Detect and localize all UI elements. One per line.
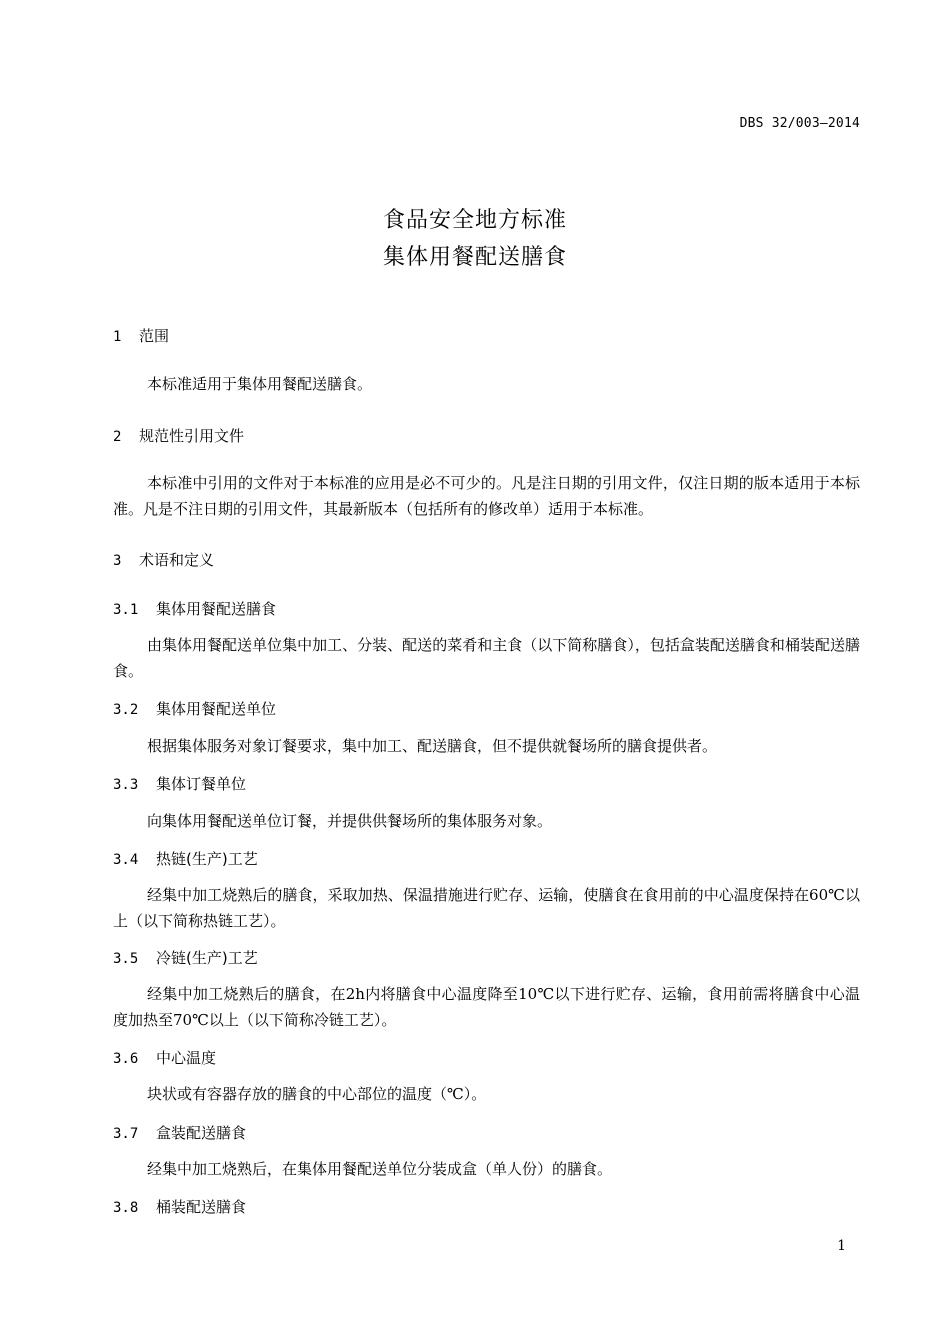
paragraph-scope: 本标准适用于集体用餐配送膳食。 [147, 375, 373, 393]
term-number: 3.5 [113, 951, 139, 967]
term-heading [113, 1122, 246, 1143]
term-number: 3.1 [113, 602, 139, 618]
term-heading [113, 598, 276, 619]
term-definition: 经集中加工烧熟后的膳食，采取加热、保温措施进行贮存、运输，使膳食在食用前的中心温度保持在60℃以上（以下简称热链工艺）。 [113, 886, 860, 930]
page-number: 1 [837, 1238, 846, 1254]
term-number: 3.4 [113, 852, 139, 868]
term-title: 集体订餐单位 [156, 775, 247, 793]
term-definition: 由集体用餐配送单位集中加工、分装、配送的菜肴和主食（以下简称膳食），包括盒装配送膳食和桶装配送膳食。 [113, 636, 860, 680]
term-heading [113, 773, 246, 794]
term-heading [113, 848, 258, 869]
term-definition: 块状或有容器存放的膳食的中心部位的温度（℃）。 [147, 1085, 487, 1103]
section-title: 规范性引用文件 [139, 427, 245, 445]
section-title: 范围 [139, 327, 170, 345]
document-code: DBS 32/003—2014 [739, 116, 860, 131]
term-heading [113, 947, 258, 968]
term-heading [113, 698, 276, 719]
term-number: 3.6 [113, 1051, 139, 1067]
section-number: 1 [113, 329, 122, 345]
term-title: 桶装配送膳食 [156, 1198, 247, 1216]
section-number: 3 [113, 553, 122, 569]
term-title: 冷链(生产)工艺 [156, 949, 258, 967]
term-heading [113, 1047, 216, 1068]
term-heading [113, 1196, 246, 1217]
term-definition: 经集中加工烧熟后的膳食，在2h内将膳食中心温度降至10℃以下进行贮存、运输，食用前需将膳食中心温度加热至70℃以上（以下简称冷链工艺）。 [113, 985, 860, 1029]
term-definition: 根据集体服务对象订餐要求，集中加工、配送膳食，但不提供就餐场所的膳食提供者。 [147, 737, 718, 755]
section-heading-normative-references [113, 425, 244, 446]
term-number: 3.8 [113, 1200, 139, 1216]
section-heading-terms [113, 549, 214, 570]
term-title: 盒装配送膳食 [156, 1124, 247, 1142]
paragraph-normative-references: 本标准中引用的文件对于本标准的应用是必不可少的。凡是注日期的引用文件，仅注日期的版本适用于本标准。凡是不注日期的引用文件，其最新版本（包括所有的修改单）适用于本标准。 [113, 474, 860, 518]
document-title-line1: 食品安全地方标准 [382, 208, 567, 233]
term-title: 中心温度 [156, 1049, 217, 1067]
term-number: 3.7 [113, 1126, 139, 1142]
term-title: 集体用餐配送膳食 [156, 600, 277, 618]
term-number: 3.2 [113, 702, 139, 718]
document-title-line2: 集体用餐配送膳食 [382, 245, 567, 270]
term-definition: 经集中加工烧熟后，在集体用餐配送单位分装成盒（单人份）的膳食。 [147, 1160, 613, 1178]
term-title: 集体用餐配送单位 [156, 700, 277, 718]
term-title: 热链(生产)工艺 [156, 850, 258, 868]
term-number: 3.3 [113, 777, 139, 793]
section-heading-scope [113, 325, 169, 346]
section-number: 2 [113, 429, 122, 445]
section-title: 术语和定义 [139, 551, 215, 569]
term-definition: 向集体用餐配送单位订餐，并提供供餐场所的集体服务对象。 [147, 812, 553, 830]
